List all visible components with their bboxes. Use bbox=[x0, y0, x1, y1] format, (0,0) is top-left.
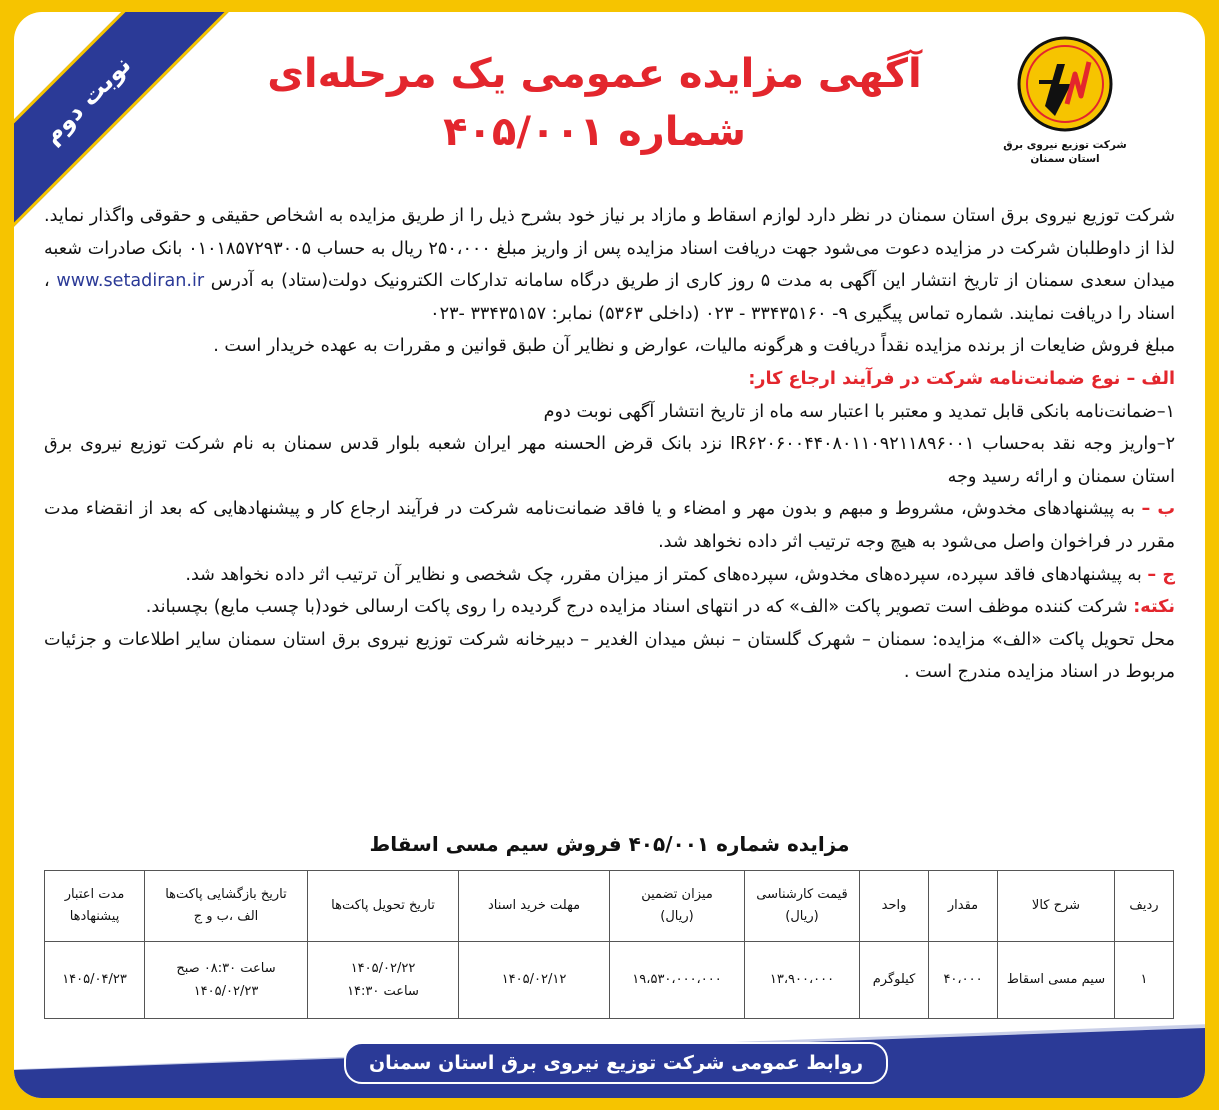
th-validity: مدت اعتبار پیشنهادها bbox=[45, 871, 145, 942]
intro-text: شرکت توزیع نیروی برق استان سمنان در نظر دارد لوازم اسقاط و مازاد بر نیاز خود بشرح ذیل را از طریق مزایده به اشخاص حقیقی و حقوقی واگذار نماید. لذا از داوطلبان شرکت در مزایده دعوت می‌شود جهت دریافت اسناد مزایده پس از واریز مبلغ ۲۵۰،۰۰۰ ریال به حساب ۰۱۰۱۸۵۷۲۹۳۰۰۵ بانک صادرات شعبه میدان سعدی سمنان از تاریخ انتشار این آگهی به مدت ۵ روز کاری از طریق درگاه سامانه تدارکات الکترونیک دولت(ستاد) به آدرس bbox=[44, 206, 1176, 292]
td-guarantee: ۱۹،۵۳۰،۰۰۰،۰۰۰ bbox=[610, 942, 745, 1019]
th-price-line1: قیمت کارشناسی bbox=[756, 886, 848, 902]
intro-contact-text: ، اسناد را دریافت نمایند. شماره تماس پیگیری ۹- ۳۳۴۳۵۱۶۰ - ۰۲۳ (داخلی ۵۳۶۳) نمابر: ۳۳۴۳۵۱۵۷ -۰۲۳ bbox=[44, 271, 1175, 324]
th-price bbox=[745, 871, 860, 942]
section-c bbox=[44, 559, 1175, 592]
auction-table bbox=[44, 870, 1174, 1019]
paragraph-intro bbox=[44, 200, 1175, 330]
paragraph-tax: مبلغ فروش ضایعات از برنده مزایده نقداً دریافت و هرگونه مالیات، عوارض و نظایر آن طبق قوانین و مقررات به عهده خریدار است . bbox=[213, 336, 1175, 357]
note-label: نکته: bbox=[1133, 597, 1175, 618]
td-opening-line1: ساعت ۰۸:۳۰ صبح bbox=[176, 960, 276, 976]
th-guarantee-line2: (ریال) bbox=[660, 909, 694, 924]
td-delivery-line1: ۱۴۰۵/۰۲/۲۲ bbox=[350, 960, 416, 976]
note bbox=[44, 591, 1175, 624]
logo-company-line2: استان سمنان bbox=[1030, 153, 1100, 166]
th-qty: مقدار bbox=[929, 871, 998, 942]
logo-company-line1: شرکت توزیع نیروی برق bbox=[1003, 139, 1127, 151]
td-opening-date bbox=[145, 942, 308, 1019]
td-qty: ۴۰،۰۰۰ bbox=[929, 942, 998, 1019]
title-line2: شماره ۴۰۵/۰۰۱ bbox=[443, 109, 746, 155]
td-delivery-line2: ساعت ۱۴:۳۰ bbox=[347, 984, 419, 999]
th-opening-line2: الف ،ب و ج bbox=[193, 909, 259, 924]
td-price: ۱۳،۹۰۰،۰۰۰ bbox=[745, 942, 860, 1019]
power-logo-icon bbox=[1015, 34, 1115, 134]
section-c-text: به پیشنهادهای فاقد سپرده، سپرده‌های مخدوش، سپرده‌های کمتر از میزان مقرر، چک شخصی و نظایر آن ترتیب اثر داده نخواهد شد. bbox=[185, 564, 1142, 585]
td-unit: کیلوگرم bbox=[860, 942, 929, 1019]
td-purchase-deadline: ۱۴۰۵/۰۲/۱۲ bbox=[459, 942, 610, 1019]
th-price-line2: (ریال) bbox=[785, 909, 819, 924]
notice-body bbox=[44, 200, 1175, 689]
section-b bbox=[44, 493, 1175, 558]
note-text: شرکت کننده موظف است تصویر پاکت «الف» که در انتهای اسناد مزایده درج گردیده را روی پاکت ارسالی خود(با چسب مایع) بچسباند. bbox=[145, 597, 1128, 618]
section-c-label: ج – bbox=[1147, 564, 1175, 585]
notice-sheet bbox=[14, 12, 1205, 1098]
section-b-label: ب – bbox=[1141, 499, 1176, 520]
th-guarantee bbox=[610, 871, 745, 942]
td-delivery-date bbox=[308, 942, 459, 1019]
td-row: ۱ bbox=[1115, 942, 1174, 1019]
paragraph-delivery-location: محل تحویل پاکت «الف» مزایده: سمنان – شهرک گلستان – نبش میدان الغدیر – دبیرخانه شرکت توزیع نیروی برق استان سمنان سایر اطلاعات و جزئیات مربوط در اسناد مزایده مندرج است . bbox=[44, 629, 1175, 683]
th-delivery-date: تاریخ تحویل پاکت‌ها bbox=[308, 871, 459, 942]
section-a-item1: ۱–ضمانت‌نامه بانکی قابل تمدید و معتبر با اعتبار سه ماه از تاریخ انتشار آگهی نوبت دوم bbox=[543, 401, 1175, 422]
th-unit: واحد bbox=[860, 871, 929, 942]
table-row bbox=[45, 942, 1174, 1019]
section-b-text: به پیشنهادهای مخدوش، مشروط و مبهم و بدون مهر و امضاء و یا فاقد ضمانت‌نامه شرکت در فرآیند ارجاع کار و پیشنهادهایی که بعد از انقضاء مدت مقرر در فراخوان واصل می‌شود به هیچ وجه ترتیب اثر داده نخواهد شد. bbox=[44, 499, 1175, 552]
th-item: شرح کالا bbox=[998, 871, 1115, 942]
section-a-item2: ۲–واریز وجه نقد به‌حساب IR۶۲۰۶۰۰۴۴۰۸۰۱۱۰۹۲۱۱۸۹۶۰۰۱ نزد بانک قرض الحسنه مهر ایران شعبه بلوار قدس سمنان به نام شرکت توزیع نیروی برق استان سمنان و ارائه رسید وجه bbox=[44, 434, 1176, 487]
logo-company-name bbox=[995, 138, 1135, 166]
th-guarantee-line1: میزان تضمین bbox=[641, 886, 713, 902]
th-purchase-deadline: مهلت خرید اسناد bbox=[459, 871, 610, 942]
company-logo bbox=[995, 34, 1135, 184]
th-opening-line1: تاریخ بازگشایی پاکت‌ها bbox=[165, 886, 287, 902]
td-validity: ۱۴۰۵/۰۴/۲۳ bbox=[45, 942, 145, 1019]
footer-public-relations: روابط عمومی شرکت توزیع نیروی برق استان سمنان bbox=[344, 1042, 888, 1084]
section-a-heading: الف – نوع ضمانت‌نامه شرکت در فرآیند ارجاع کار: bbox=[748, 368, 1175, 389]
td-item: سیم مسی اسقاط bbox=[998, 942, 1115, 1019]
table-header-row bbox=[45, 871, 1174, 942]
setad-link[interactable]: www.setadiran.ir bbox=[56, 271, 205, 292]
td-opening-line2: ۱۴۰۵/۰۲/۲۳ bbox=[193, 984, 259, 999]
table-title: مزایده شماره ۴۰۵/۰۰۱ فروش سیم مسی اسقاط bbox=[369, 832, 850, 856]
title-line1: آگهی مزایده عمومی یک مرحله‌ای bbox=[267, 51, 922, 97]
th-opening-date bbox=[145, 871, 308, 942]
second-publication-ribbon: نوبت دوم bbox=[14, 12, 231, 242]
th-row: ردیف bbox=[1115, 871, 1174, 942]
notice-title bbox=[214, 46, 975, 162]
